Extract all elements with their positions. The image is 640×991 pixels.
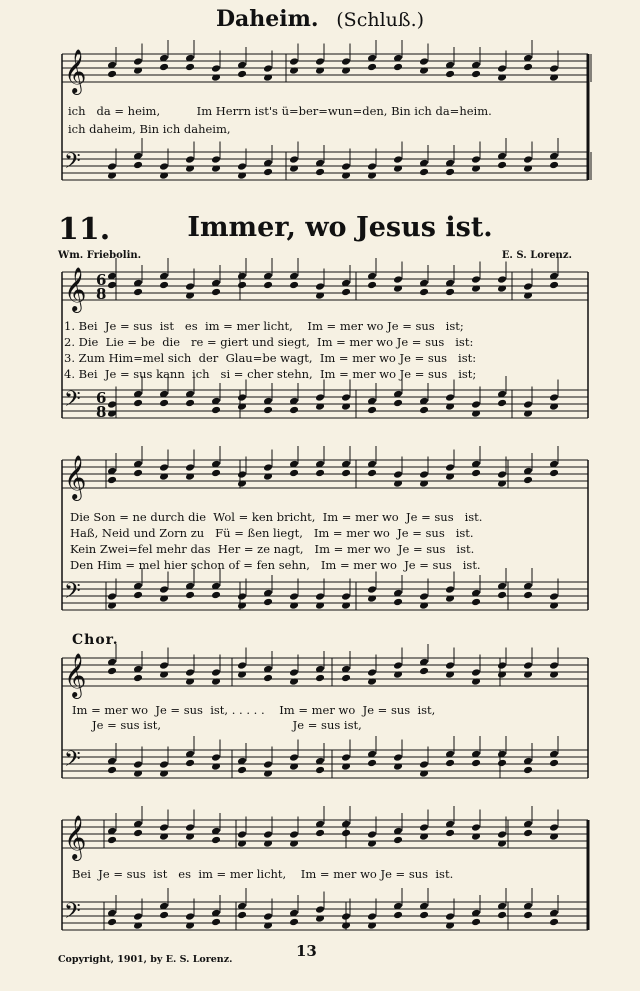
notehead	[471, 275, 481, 284]
stanza-line: 4. Bei Je = sus kann ich si = cher stehn, Im = mer wo Je = sus ist;	[64, 367, 477, 381]
treble-clef-icon: 𝄞	[64, 815, 87, 859]
notehead	[211, 836, 221, 845]
notehead	[185, 759, 195, 768]
notehead	[549, 661, 559, 670]
notehead	[289, 57, 299, 66]
composer-credit: E. S. Lorenz.	[501, 250, 572, 261]
stanzas-block-b	[70, 509, 482, 573]
hymn-title: Immer, wo Jesus ist.	[187, 212, 493, 243]
notehead	[341, 592, 351, 601]
notehead	[185, 668, 195, 677]
notehead	[445, 585, 455, 594]
notehead	[419, 288, 429, 297]
notehead	[523, 661, 533, 670]
notehead	[237, 766, 247, 775]
notehead	[159, 463, 169, 472]
notehead	[445, 829, 455, 838]
bass-clef-icon: 𝄢	[64, 747, 81, 777]
notehead	[315, 766, 325, 775]
notehead	[133, 591, 143, 600]
notehead	[419, 667, 429, 676]
notehead	[393, 63, 403, 72]
notehead	[107, 281, 117, 290]
notehead	[159, 281, 169, 290]
notehead	[445, 168, 455, 177]
notehead	[315, 282, 325, 291]
notehead	[133, 674, 143, 683]
notehead	[315, 393, 325, 402]
notehead	[341, 288, 351, 297]
page-number: 13	[296, 942, 317, 960]
notehead	[237, 162, 247, 171]
chorus-lyric-line1: Im = mer wo Je = sus ist, . . . . . Im = mer wo Je = sus ist,	[72, 703, 436, 717]
notehead	[393, 836, 403, 845]
notehead	[341, 57, 351, 66]
notehead	[159, 585, 169, 594]
notehead	[549, 469, 559, 478]
notehead	[393, 598, 403, 607]
notehead	[367, 406, 377, 415]
stanza-line: Den Him = mel hier schon of = fen sehn, Im = mer wo Je = sus ist.	[70, 558, 481, 572]
notehead	[497, 911, 507, 920]
notehead	[549, 759, 559, 768]
notehead	[133, 760, 143, 769]
notehead	[133, 161, 143, 170]
notehead	[497, 759, 507, 768]
notehead	[341, 162, 351, 171]
notehead	[497, 275, 507, 284]
notehead	[341, 469, 351, 478]
notehead	[445, 393, 455, 402]
notehead	[419, 823, 429, 832]
notehead	[289, 753, 299, 762]
notehead	[393, 661, 403, 670]
time-signature-digit: 8	[96, 403, 107, 421]
notehead	[185, 63, 195, 72]
hymn-number: 11.	[58, 212, 111, 247]
notehead	[211, 64, 221, 73]
notehead	[341, 912, 351, 921]
notehead	[237, 592, 247, 601]
notehead	[133, 399, 143, 408]
notehead	[367, 162, 377, 171]
notehead	[263, 463, 273, 472]
stanza-line: 2. Die Lie = be die re = giert und siegt, Im = mer wo Je = sus ist:	[64, 335, 474, 349]
notehead	[289, 469, 299, 478]
notehead	[393, 275, 403, 284]
notehead	[367, 281, 377, 290]
notehead	[107, 70, 117, 79]
notehead	[289, 155, 299, 164]
notehead	[419, 760, 429, 769]
notehead	[549, 393, 559, 402]
notehead	[419, 470, 429, 479]
chorus-lyric-line3: Bei Je = sus ist es im = mer licht, Im = mer wo Je = sus ist.	[72, 867, 454, 881]
notehead	[159, 760, 169, 769]
notehead	[471, 70, 481, 79]
notehead	[393, 155, 403, 164]
stanzas-block-a	[64, 318, 476, 382]
notehead	[471, 759, 481, 768]
notehead	[211, 753, 221, 762]
notehead	[419, 592, 429, 601]
notehead	[471, 668, 481, 677]
notehead	[289, 406, 299, 415]
notehead	[107, 766, 117, 775]
notehead	[523, 591, 533, 600]
notehead	[289, 281, 299, 290]
notehead	[549, 161, 559, 170]
system1-lyric-line2: ich daheim, Bin ich daheim,	[68, 122, 231, 136]
notehead	[107, 592, 117, 601]
notehead	[471, 155, 481, 164]
notehead	[497, 470, 507, 479]
notehead	[419, 168, 429, 177]
notehead	[315, 829, 325, 838]
notehead	[393, 399, 403, 408]
notehead	[497, 661, 507, 670]
notehead	[549, 281, 559, 290]
notehead	[445, 759, 455, 768]
notehead	[185, 282, 195, 291]
stanza-line: Kein Zwei=fel mehr das Her = ze nagt, Im = mer wo Je = sus ist.	[70, 542, 475, 556]
notehead	[289, 668, 299, 677]
stanza-line: Haß, Neid und Zorn zu Fü = ßen liegt, Im = mer wo Je = sus ist.	[70, 526, 474, 540]
notehead	[237, 470, 247, 479]
notehead	[367, 63, 377, 72]
copyright-notice: Copyright, 1901, by E. S. Lorenz.	[58, 954, 233, 965]
notehead	[497, 64, 507, 73]
bass-clef-icon: 𝄢	[64, 387, 81, 417]
notehead	[315, 905, 325, 914]
notehead	[185, 463, 195, 472]
notehead	[367, 585, 377, 594]
notehead	[445, 70, 455, 79]
notehead	[211, 469, 221, 478]
notehead	[445, 288, 455, 297]
notehead	[367, 759, 377, 768]
notehead	[523, 400, 533, 409]
notehead	[471, 598, 481, 607]
notehead	[159, 911, 169, 920]
notehead	[263, 406, 273, 415]
notehead	[237, 281, 247, 290]
lyricist-credit: Wm. Friebolin.	[58, 250, 142, 261]
notehead	[159, 661, 169, 670]
notehead	[471, 400, 481, 409]
notehead	[497, 830, 507, 839]
notehead	[237, 393, 247, 402]
notehead	[263, 64, 273, 73]
notehead	[159, 162, 169, 171]
chorus-label: Chor.	[72, 632, 119, 648]
notehead	[289, 918, 299, 927]
notehead	[315, 168, 325, 177]
notehead	[133, 288, 143, 297]
stanza-line: Die Son = ne durch die Wol = ken bricht, Im = mer wo Je = sus ist.	[70, 510, 483, 524]
notehead	[419, 406, 429, 415]
notehead	[133, 57, 143, 66]
notehead	[523, 476, 533, 485]
notehead	[523, 155, 533, 164]
notehead	[367, 469, 377, 478]
notehead	[133, 912, 143, 921]
notehead	[367, 830, 377, 839]
notehead	[263, 760, 273, 769]
notehead	[445, 661, 455, 670]
notehead	[211, 406, 221, 415]
notehead	[367, 668, 377, 677]
treble-clef-icon: 𝄞	[64, 455, 87, 499]
treble-clef-icon: 𝄞	[64, 653, 87, 697]
notehead	[211, 155, 221, 164]
notehead	[211, 668, 221, 677]
notehead	[549, 592, 559, 601]
notehead	[497, 399, 507, 408]
notehead	[393, 753, 403, 762]
notehead	[263, 168, 273, 177]
notehead	[471, 823, 481, 832]
notehead	[315, 674, 325, 683]
treble-clef-icon: 𝄞	[64, 49, 87, 93]
notehead	[263, 281, 273, 290]
notehead	[263, 912, 273, 921]
notehead	[549, 64, 559, 73]
notehead	[211, 591, 221, 600]
notehead	[211, 288, 221, 297]
notehead	[107, 667, 117, 676]
notehead	[445, 463, 455, 472]
subtitle-text: (Schluß.)	[336, 9, 425, 31]
notehead	[211, 918, 221, 927]
notehead	[263, 674, 273, 683]
notehead	[107, 162, 117, 171]
notehead	[237, 830, 247, 839]
notehead	[159, 63, 169, 72]
notehead	[185, 591, 195, 600]
notehead	[523, 282, 533, 291]
time-signature-digit: 8	[96, 285, 107, 303]
bass-clef-icon: 𝄢	[64, 149, 81, 179]
notehead	[523, 63, 533, 72]
notehead	[315, 469, 325, 478]
notehead	[107, 400, 117, 409]
notehead	[289, 592, 299, 601]
time-signature-digit: 6	[96, 271, 107, 289]
notehead	[185, 823, 195, 832]
notehead	[185, 912, 195, 921]
chorus-lyric-line2: Je = sus ist, Je = sus ist,	[92, 718, 362, 732]
notehead	[133, 829, 143, 838]
notehead	[237, 911, 247, 920]
notehead	[289, 830, 299, 839]
title-text: Daheim.	[215, 6, 319, 32]
notehead	[315, 57, 325, 66]
bass-clef-icon: 𝄢	[64, 579, 81, 609]
notehead	[159, 399, 169, 408]
notehead	[523, 911, 533, 920]
notehead	[341, 753, 351, 762]
notehead	[107, 918, 117, 927]
notehead	[419, 57, 429, 66]
notehead	[263, 598, 273, 607]
notehead	[341, 829, 351, 838]
notehead	[367, 912, 377, 921]
notehead	[237, 661, 247, 670]
notehead	[471, 918, 481, 927]
notehead	[133, 469, 143, 478]
notehead	[497, 591, 507, 600]
treble-clef-icon: 𝄞	[64, 267, 87, 311]
notehead	[185, 155, 195, 164]
notehead	[549, 823, 559, 832]
stanza-line: 1. Bei Je = sus ist es im = mer licht, Im = mer wo Je = sus ist;	[64, 319, 464, 333]
notehead	[341, 674, 351, 683]
notehead	[497, 161, 507, 170]
notehead	[393, 470, 403, 479]
notehead	[419, 911, 429, 920]
notehead	[237, 70, 247, 79]
notehead	[445, 912, 455, 921]
bass-clef-icon: 𝄢	[64, 899, 81, 929]
notehead	[393, 911, 403, 920]
time-signature-digit: 6	[96, 389, 107, 407]
stanza-line: 3. Zum Him=mel sich der Glau=be wagt, Im = mer wo Je = sus ist:	[64, 351, 477, 365]
notehead	[107, 836, 117, 845]
notehead	[185, 399, 195, 408]
notehead	[315, 592, 325, 601]
notehead	[263, 830, 273, 839]
notehead	[341, 393, 351, 402]
notehead	[471, 469, 481, 478]
notehead	[549, 918, 559, 927]
notehead	[523, 766, 533, 775]
notehead	[523, 829, 533, 838]
notehead	[159, 823, 169, 832]
system1-lyric-line1: ich da = heim, Im Herrn ist's ü=ber=wun=den, Bin ich da=heim.	[68, 104, 492, 118]
notehead	[107, 476, 117, 485]
